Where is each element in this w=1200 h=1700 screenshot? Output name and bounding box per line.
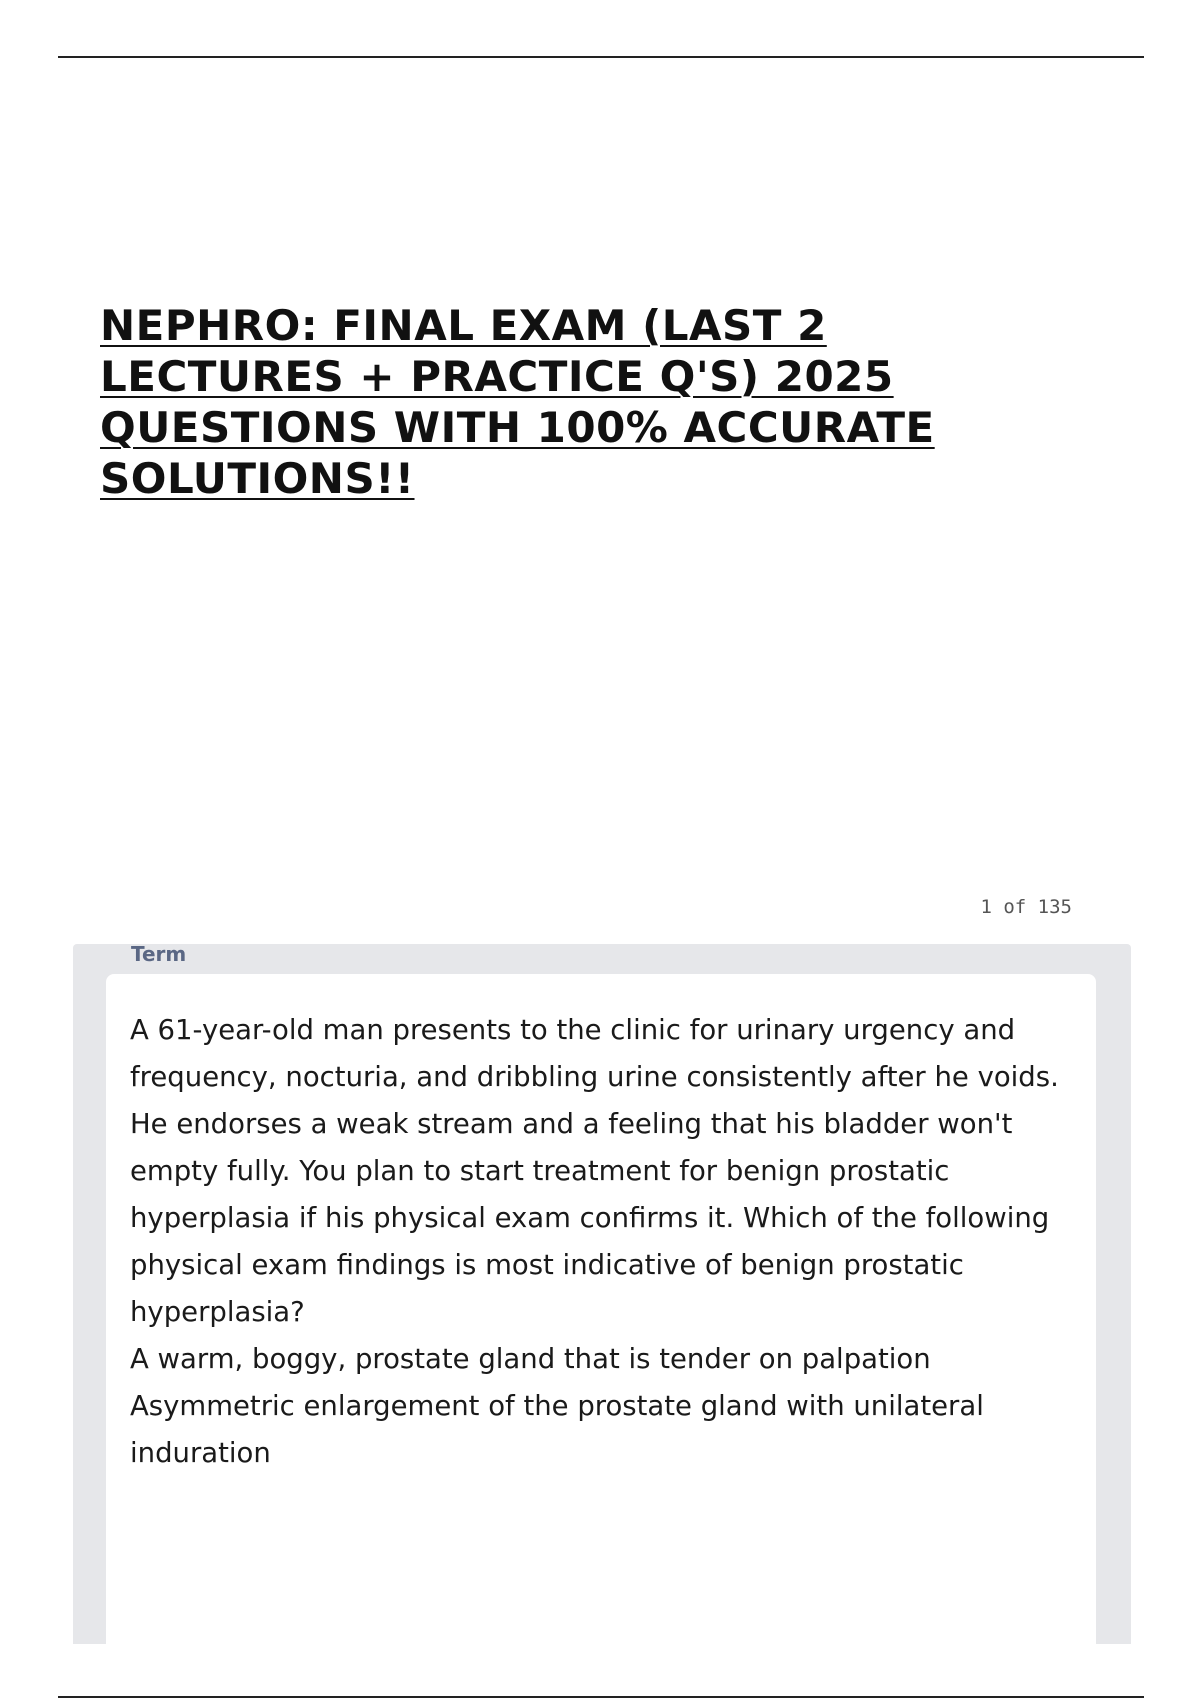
card-text — [130, 1007, 1070, 1477]
answer-option: Asymmetric enlargement of the prostate gland with unilateral induration — [130, 1390, 984, 1469]
bottom-divider — [58, 1696, 1144, 1698]
card-label: Term — [131, 942, 187, 966]
page-counter: 1 of 135 — [980, 896, 1072, 918]
answer-option: A warm, boggy, prostate gland that is tender on palpation — [130, 1343, 931, 1375]
flashcard-body — [106, 974, 1096, 1644]
document-title: NEPHRO: FINAL EXAM (LAST 2 LECTURES + PRACTICE Q'S) 2025 QUESTIONS WITH 100% ACCURATE SOLUTIONS!! — [100, 301, 935, 503]
top-divider — [58, 56, 1144, 58]
question-text: A 61-year-old man presents to the clinic for urinary urgency and frequency, nocturia, and dribbling urine consistently after he voids. He endorses a weak stream and a feeling that his bladder won't empty fully. You plan to start treatment for benign prostatic hyperplasia if his physical exam confirms it. Which of the following physical exam findings is most indicative of benign prostatic hyperplasia? — [130, 1014, 1059, 1328]
